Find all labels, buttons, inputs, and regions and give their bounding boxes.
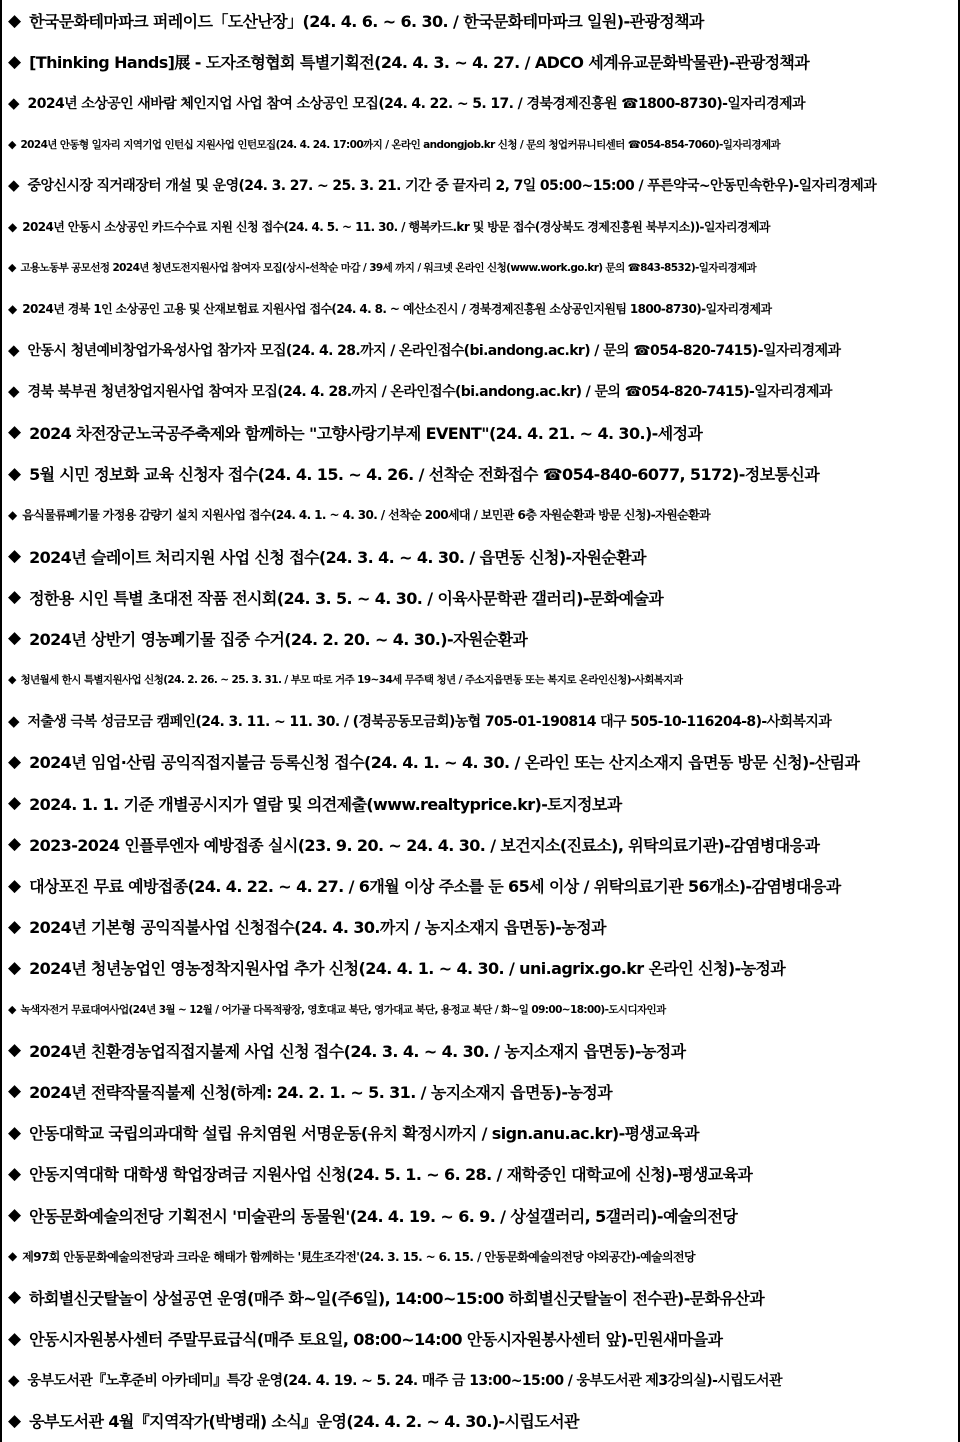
notice-text: 2024년 청년농업인 영농정착지원사업 추가 신청(24. 4. 1. ~ 4. 30. / uni.agrix.go.kr 온라인 신청)-농정과 (29, 959, 786, 979)
diamond-bullet-icon: ◆ (8, 1040, 22, 1061)
diamond-bullet-icon: ◆ (8, 1205, 22, 1226)
notice-text: 저출생 극복 성금모금 캠페인(24. 3. 11. ~ 11. 30. / (경북공동모금회)농협 705-01-190814 대구 505-10-116204-8)-사회복지과 (27, 713, 832, 730)
notice-text: 녹색자전거 무료대여사업(24년 3월 ~ 12월 / 어가골 다목적광장, 영호대교 북단, 영가대교 북단, 용정교 북단 / 화~일 09:00~18:00)-도시디자인과 (20, 1003, 666, 1016)
notice-text: 2024년 안동시 소상공인 카드수수료 지원 신청 접수(24. 4. 5. ~ 11. 30. / 행복카드.kr 및 방문 접수(경상북도 경제진흥원 북부지소))-일자리경제과 (22, 220, 770, 235)
notice-text: 5월 시민 정보화 교육 신청자 접수(24. 4. 15. ~ 4. 26. / 선착순 전화접수 ☎054-840-6077, 5172)-정보통신과 (29, 465, 820, 485)
notice-text: 2024. 1. 1. 기준 개별공시지가 열람 및 의견제출(www.realtyprice.kr)-토지정보과 (29, 794, 622, 814)
notice-text: 2024년 친환경농업직접지불제 사업 신청 접수(24. 3. 4. ~ 4. 30. / 농지소재지 읍면동)-농정과 (29, 1041, 686, 1061)
notice-item[interactable] (8, 783, 952, 824)
notice-item[interactable] (8, 1400, 952, 1441)
diamond-bullet-icon: ◆ (8, 1370, 20, 1389)
diamond-bullet-icon: ◆ (8, 341, 20, 360)
notice-text: 안동지역대학 대학생 학업장려금 지원사업 신청(24. 5. 1. ~ 6. 28. / 재학중인 대학교에 신청)-평생교육과 (29, 1165, 753, 1185)
notice-text: 2024년 슬레이트 처리지원 사업 신청 접수(24. 3. 4. ~ 4. 30. / 읍면동 신청)-자원순환과 (29, 547, 646, 567)
notice-text: 경북 북부권 청년창업지원사업 참여자 모집(24. 4. 28.까지 / 온라인접수(bi.andong.ac.kr) / 문의 ☎054-820-7415)-일자리경제과 (27, 384, 832, 401)
notice-item[interactable] (8, 1277, 952, 1318)
diamond-bullet-icon: ◆ (8, 463, 22, 484)
notice-item[interactable] (8, 494, 952, 535)
notice-text: 2024 차전장군노국공주축제와 함께하는 "고향사랑기부제 EVENT"(24. 4. 21. ~ 4. 30.)-세정과 (29, 423, 703, 443)
notice-item[interactable] (8, 453, 952, 494)
diamond-bullet-icon: ◆ (8, 301, 18, 316)
notice-item[interactable] (8, 1318, 952, 1359)
notice-text: [Thinking Hands]展 - 도자조형협회 특별기획전(24. 4. 3. ~ 4. 27. / ADCO 세계유교문화박물관)-관광정책과 (29, 53, 810, 73)
notice-item[interactable] (8, 659, 952, 700)
notice-item[interactable] (8, 865, 952, 906)
diamond-bullet-icon: ◆ (8, 546, 22, 567)
notice-text: 2024년 소상공인 새바람 체인지업 사업 참여 소상공인 모집(24. 4. 22. ~ 5. 17. / 경북경제진흥원 ☎1800-8730)-일자리경제과 (27, 95, 805, 112)
diamond-bullet-icon: ◆ (8, 957, 22, 978)
notice-text: 2024년 상반기 영농폐기물 집중 수거(24. 2. 20. ~ 4. 30.)-자원순환과 (29, 629, 528, 649)
diamond-bullet-icon: ◆ (8, 93, 20, 112)
notice-text: 청년월세 한시 특별지원사업 신청(24. 2. 26. ~ 25. 3. 31. / 부모 따로 거주 19~34세 무주택 청년 / 주소지읍면동 또는 복지로 온라인신청)-사회복지과 (20, 674, 683, 687)
notice-item[interactable] (8, 577, 952, 618)
notice-item[interactable] (8, 1153, 952, 1194)
notice-text: 2024년 임업·산림 공익직접지불금 등록신청 접수(24. 4. 1. ~ 4. 30. / 온라인 또는 산지소재지 읍면동 방문 신청)-산림과 (29, 753, 860, 773)
notice-item[interactable] (8, 989, 952, 1030)
diamond-bullet-icon: ◆ (8, 219, 18, 234)
notice-text: 한국문화테마파크 퍼레이드「도산난장」(24. 4. 6. ~ 6. 30. / 한국문화테마파크 일원)-관광정책과 (29, 12, 704, 32)
notice-item[interactable] (8, 700, 952, 741)
diamond-bullet-icon: ◆ (8, 1410, 22, 1431)
notice-text: 고용노동부 공모선정 2024년 청년도전지원사업 참여자 모집(상시-선착순 마감 / 39세 까지 / 워크넷 온라인 신청(www.work.go.kr) 문의 ☎843-8532)-일자리경제과 (20, 262, 757, 275)
notice-item[interactable] (8, 247, 952, 288)
notice-item[interactable] (8, 1359, 952, 1400)
notice-item[interactable] (8, 1194, 952, 1235)
notice-item[interactable] (8, 1236, 952, 1277)
notice-text: 중앙신시장 직거래장터 개설 및 운영(24. 3. 27. ~ 25. 3. 21. 기간 중 끝자리 2, 7일 05:00~15:00 / 푸른약국~안동민속한우)-일자리경제과 (27, 178, 877, 195)
diamond-bullet-icon: ◆ (8, 382, 20, 401)
notice-item[interactable] (8, 1071, 952, 1112)
diamond-bullet-icon: ◆ (8, 507, 18, 522)
diamond-bullet-icon: ◆ (8, 834, 22, 855)
diamond-bullet-icon: ◆ (8, 916, 22, 937)
notice-text: 안동대학교 국립의과대학 설립 유치염원 서명운동(유치 확정시까지 / sign.anu.ac.kr)-평생교육과 (29, 1124, 699, 1144)
notice-text: 하회별신굿탈놀이 상설공연 운영(매주 화~일(주6일), 14:00~15:00 하회별신굿탈놀이 전수관)-문화유산과 (29, 1288, 765, 1308)
notice-text: 2024년 경북 1인 소상공인 고용 및 산재보험료 지원사업 접수(24. 4. 8. ~ 예산소진시 / 경북경제진흥원 소상공인지원팀 1800-8730)-일자리경제과 (22, 302, 772, 317)
notice-item[interactable] (8, 535, 952, 576)
notice-item[interactable] (8, 82, 952, 123)
diamond-bullet-icon: ◆ (8, 628, 22, 649)
notice-item[interactable] (8, 41, 952, 82)
diamond-bullet-icon: ◆ (8, 587, 22, 608)
diamond-bullet-icon: ◆ (8, 875, 22, 896)
notice-text: 2024년 전략작물직불제 신청(하계: 24. 2. 1. ~ 5. 31. / 농지소재지 읍면동)-농정과 (29, 1082, 613, 1102)
notice-text: 2023-2024 인플루엔자 예방접종 실시(23. 9. 20. ~ 24. 4. 30. / 보건지소(진료소), 위탁의료기관)-감염병대응과 (29, 835, 820, 855)
notice-item[interactable] (8, 0, 952, 41)
notice-text: 제97회 안동문화예술의전당과 크라운 해태가 함께하는 '見生조각전'(24. 3. 15. ~ 6. 15. / 안동문화예술의전당 야외공간)-예술의전당 (22, 1249, 696, 1264)
notice-text: 웅부도서관『노후준비 아카데미』특강 운영(24. 4. 19. ~ 5. 24. 매주 금 13:00~15:00 / 웅부도서관 제3강의실)-시립도서관 (27, 1372, 782, 1389)
notice-item[interactable] (8, 412, 952, 453)
diamond-bullet-icon: ◆ (8, 1163, 22, 1184)
diamond-bullet-icon: ◆ (8, 1081, 22, 1102)
diamond-bullet-icon: ◆ (8, 1122, 22, 1143)
diamond-bullet-icon: ◆ (8, 711, 20, 730)
notice-text: 안동시자원봉사센터 주말무료급식(매주 토요일, 08:00~14:00 안동시자원봉사센터 앞)-민원새마을과 (29, 1330, 723, 1350)
notice-text: 안동시 청년예비창업가육성사업 참가자 모집(24. 4. 28.까지 / 온라인접수(bi.andong.ac.kr) / 문의 ☎054-820-7415)-일자리경제과 (27, 343, 841, 360)
notice-item[interactable] (8, 618, 952, 659)
diamond-bullet-icon: ◆ (8, 10, 22, 31)
diamond-bullet-icon: ◆ (8, 1002, 17, 1016)
notice-item[interactable] (8, 330, 952, 371)
diamond-bullet-icon: ◆ (8, 1328, 22, 1349)
notice-text: 대상포진 무료 예방접종(24. 4. 22. ~ 4. 27. / 6개월 이상 주소를 둔 65세 이상 / 위탁의료기관 56개소)-감염병대응과 (29, 877, 841, 897)
notice-item[interactable] (8, 906, 952, 947)
diamond-bullet-icon: ◆ (8, 51, 22, 72)
diamond-bullet-icon: ◆ (8, 751, 22, 772)
notice-item[interactable] (8, 824, 952, 865)
notice-item[interactable] (8, 206, 952, 247)
diamond-bullet-icon: ◆ (8, 137, 17, 151)
diamond-bullet-icon: ◆ (8, 673, 17, 687)
diamond-bullet-icon: ◆ (8, 422, 22, 443)
diamond-bullet-icon: ◆ (8, 176, 20, 195)
notice-text: 안동문화예술의전당 기획전시 '미술관의 동물원'(24. 4. 19. ~ 6. 9. / 상설갤러리, 5갤러리)-예술의전당 (29, 1206, 738, 1226)
notice-text: 웅부도서관 4월『지역작가(박병래) 소식』운영(24. 4. 2. ~ 4. 30.)-시립도서관 (29, 1412, 579, 1432)
notice-item[interactable] (8, 741, 952, 782)
notice-item[interactable] (8, 947, 952, 988)
notice-text: 정한용 시인 특별 초대전 작품 전시회(24. 3. 5. ~ 4. 30. / 이육사문학관 갤러리)-문화예술과 (29, 588, 664, 608)
notice-item[interactable] (8, 1030, 952, 1071)
diamond-bullet-icon: ◆ (8, 1287, 22, 1308)
notice-item[interactable] (8, 288, 952, 329)
notice-item[interactable] (8, 165, 952, 206)
diamond-bullet-icon: ◆ (8, 261, 17, 275)
diamond-bullet-icon: ◆ (8, 793, 22, 814)
notice-text: 2024년 기본형 공익직불사업 신청접수(24. 4. 30.까지 / 농지소재지 읍면동)-농정과 (29, 918, 606, 938)
notice-list (8, 0, 952, 1442)
notice-item[interactable] (8, 124, 952, 165)
notice-item[interactable] (8, 1112, 952, 1153)
notice-text: 음식물류폐기물 가정용 감량기 설치 지원사업 접수(24. 4. 1. ~ 4. 30. / 선착순 200세대 / 보민관 6층 자원순환과 방문 신청)-자원순환과 (22, 508, 711, 523)
diamond-bullet-icon: ◆ (8, 1249, 18, 1264)
notice-item[interactable] (8, 371, 952, 412)
notice-text: 2024년 안동형 일자리 지역기업 인턴십 지원사업 인턴모집(24. 4. 24. 17:00까지 / 온라인 andongjob.kr 신청 / 문의 청업커뮤니티센터 ☎054-854-7060)-일자리경제과 (20, 138, 781, 151)
